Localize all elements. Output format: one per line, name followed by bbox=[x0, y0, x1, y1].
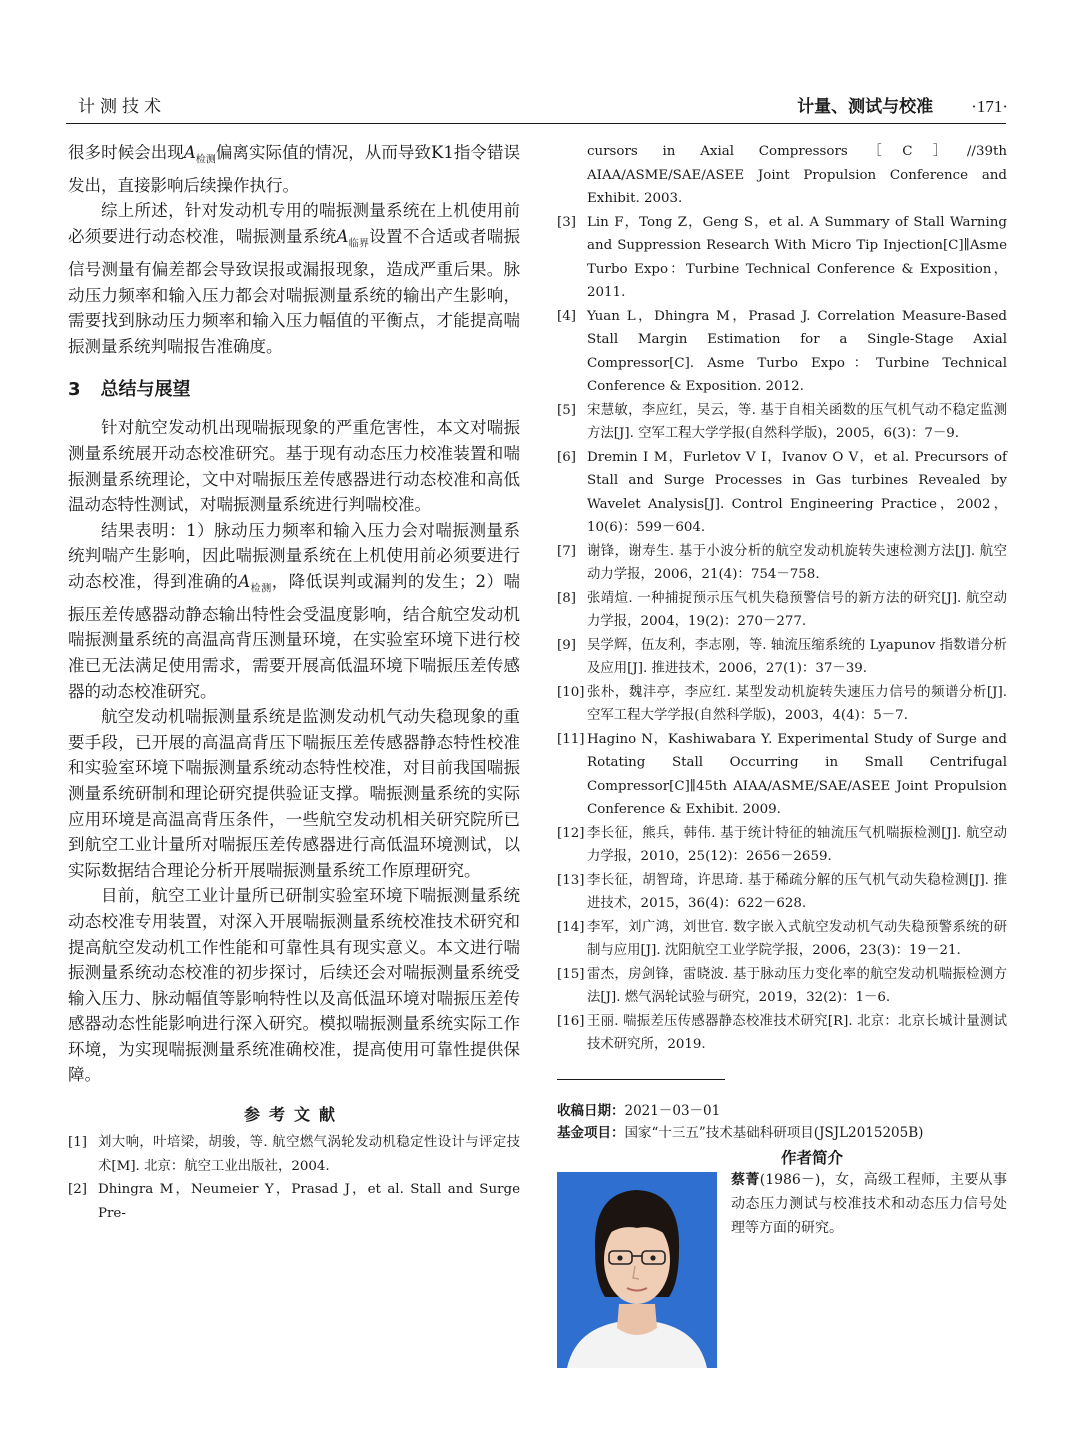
reference-item bbox=[557, 963, 1007, 1010]
reference-text: 李长征，胡智琦，许思琦. 基于稀疏分解的压气机气动失稳检测[J]. 推进技术，2015，36(4)：622－628. bbox=[587, 872, 1007, 911]
reference-text: 王丽. 喘振差压传感器静态校准技术研究[R]. 北京：北京长城计量测试技术研究所，2019. bbox=[587, 1013, 1007, 1052]
reference-number: [13] bbox=[557, 872, 585, 888]
reference-item bbox=[557, 305, 1007, 399]
reference-text: 刘大响，叶培梁，胡骏，等. 航空燃气涡轮发动机稳定性设计与评定技术[M]. 北京：航空工业出版社，2004. bbox=[98, 1135, 520, 1174]
reference-number: [1] bbox=[68, 1135, 87, 1151]
references-list-right bbox=[557, 140, 1007, 1057]
reference-item bbox=[557, 916, 1007, 963]
reference-item bbox=[557, 1010, 1007, 1057]
paragraph-4: 结果表明：1）脉动压力频率和输入压力会对喘振测量系统判喘产生影响，因此喘振测量系统在上机使用前必须要进行动态校准，得到准确的$A_{检测}$，降低误判或漏判的发生；2）喘振压差传感器动静态输出特性会受温度影响，结合航空发动机喘振测量系统的高温高背压测量环境，在实验室环境下进行校准已无法满足使用需求，需要开展高低温环境下喘振压差传感器的动态校准研究。 bbox=[68, 520, 521, 701]
reference-item bbox=[557, 681, 1007, 728]
footnote-rule bbox=[557, 1079, 725, 1080]
reference-text: Lin F，Tong Z，Geng S，et al. A Summary of Stall Warning and Suppression Research With Micro Tip Injection[C]∥Asme Turbo Expo：Turbine Technical Conference & Exposition，2011. bbox=[587, 214, 1007, 300]
left-column bbox=[68, 140, 520, 1225]
reference-number: [16] bbox=[557, 1013, 585, 1029]
reference-text: 李长征，熊兵，韩伟. 基于统计特征的轴流压气机喘振检测[J]. 航空动力学报，2010，25(12)：2656－2659. bbox=[587, 825, 1007, 864]
reference-number: [9] bbox=[557, 637, 576, 653]
reference-text: Yuan L，Dhingra M，Prasad J. Correlation Measure-Based Stall Margin Estimation for a Single-Stage Axial Compressor[C]. Asme Turbo Expo：Turbine Technical Conference & Exposition. 2012. bbox=[587, 308, 1007, 394]
reference-item bbox=[557, 540, 1007, 587]
references-list-left bbox=[68, 1131, 520, 1225]
reference-text: 张靖煊. 一种捕捉预示压气机失稳预警信号的新方法的研究[J]. 航空动力学报，2004，19(2)：270－277. bbox=[587, 590, 1007, 629]
reference-item bbox=[557, 869, 1007, 916]
fund-project: 基金项目：国家“十三五”技术基础科研项目(JSJL2015205B) bbox=[557, 1124, 924, 1141]
paragraph-3: 针对航空发动机出现喘振现象的严重危害性，本文对喘振测量系统展开动态校准研究。基于现有动态压力校准装置和喘振测量系统理论，文中对喘振压差传感器进行动态校准和高低温动态特性测试，对喘振测量系统进行判喘校准。 bbox=[68, 418, 520, 515]
reference-text: 吴学辉，伍友利，李志刚，等. 轴流压缩系统的 Lyapunov 指数谱分析及应用[J]. 推进技术，2006，27(1)：37－39. bbox=[587, 637, 1007, 676]
reference-text: Dhingra M，Neumeier Y，Prasad J，et al. Stall and Surge Pre- bbox=[98, 1182, 520, 1221]
paragraph-2: 综上所述，针对发动机专用的喘振测量系统在上机使用前必须要进行动态校准，喘振测量系统$A_{临界}$设置不合适或者喘振信号测量有偏差都会导致误报或漏报现象，造成严重后果。脉动压力频率和输入压力都会对喘振测量系统的输出产生影响，需要找到脉动压力频率和输入压力幅值的平衡点，才能提高喘振测量系统判喘报告准确度。 bbox=[68, 201, 521, 356]
reference-item bbox=[68, 1178, 520, 1225]
reference-number: [12] bbox=[557, 825, 585, 841]
portrait-image bbox=[557, 1172, 717, 1368]
reference-number: [15] bbox=[557, 966, 585, 982]
paragraph-6: 目前，航空工业计量所已研制实验室环境下喘振测量系统动态校准专用装置，对深入开展喘振测量系统校准技术研究和提高航空发动机工作性能和可靠性具有现实意义。本文进行喘振测量系统动态校准的初步探讨，后续还会对喘振测量系统受输入压力、脉动幅值等影响特性以及高低温环境对喘振压差传感器动态性能影响进行深入研究。模拟喘振测量系统实际工作环境，为实现喘振测量系统准确校准，提高使用可靠性提供保障。 bbox=[68, 886, 520, 1085]
reference-item bbox=[68, 1131, 520, 1178]
author-heading: 作者简介 bbox=[780, 1148, 843, 1167]
author-name: 蔡菁 bbox=[731, 1171, 760, 1188]
reference-text: Hagino N，Kashiwabara Y. Experimental Study of Surge and Rotating Stall Occurring in Small Centrifugal Compressor[C]∥45th AIAA/ASME/SAE/ASEE Joint Propulsion Conference & Exhibit. 2009. bbox=[587, 731, 1007, 817]
reference-number: [6] bbox=[557, 449, 576, 465]
reference-number: [3] bbox=[557, 214, 576, 230]
reference-text: 雷杰，房剑锋，雷晓波. 基于脉动压力变化率的航空发动机喘振检测方法[J]. 燃气涡轮试验与研究，2019，32(2)：1－6. bbox=[587, 966, 1007, 1005]
reference-item bbox=[557, 399, 1007, 446]
reference-text: Dremin I M，Furletov V I，Ivanov O V，et al. Precursors of Stall and Surge Processes in Gas turbines Revealed by Wavelet Analysis[J]. Control Engineering Practice，2002，10(6)：599－604. bbox=[587, 449, 1007, 535]
reference-text: cursors in Axial Compressors［C］//39th AIAA/ASME/SAE/ASEE Joint Propulsion Conference and Exhibit. 2003. bbox=[587, 144, 1007, 206]
reference-number: [10] bbox=[557, 684, 585, 700]
section-title: 总结与展望 bbox=[100, 379, 191, 401]
author-block bbox=[557, 1168, 1007, 1378]
journal-name: 计测技术 bbox=[78, 97, 166, 117]
reference-item bbox=[557, 634, 1007, 681]
reference-text: 张朴，魏沣亭，李应红. 某型发动机旋转失速压力信号的频谱分析[J]. 空军工程大学学报(自然科学版)，2003，4(4)：5－7. bbox=[587, 684, 1007, 723]
reference-number: [2] bbox=[68, 1182, 87, 1198]
reference-item bbox=[557, 140, 1007, 211]
reference-number: [11] bbox=[557, 731, 585, 747]
author-bio-text: (1986－)，女，高级工程师，主要从事动态压力测试与校准技术和动态压力信号处理等方面的研究。 bbox=[731, 1171, 1007, 1236]
reference-number: [8] bbox=[557, 590, 576, 606]
paragraph-5: 航空发动机喘振测量系统是监测发动机气动失稳现象的重要手段，已开展的高温高背压下喘振压差传感器静态特性校准和实验室环境下喘振测量系统动态特性校准，对目前我国喘振测量系统研制和理论研究提供验证支撑。喘振测量系统的实际应用环境是高温高背压条件，一些航空发动机相关研究院所已到航空工业计量所对喘振压差传感器进行高低温环境测试，以实际数据结合理论分析开展喘振测量系统工作原理研究。 bbox=[68, 707, 520, 880]
header-rule bbox=[66, 123, 1006, 124]
author-bio bbox=[731, 1168, 1007, 1240]
right-column bbox=[557, 140, 1007, 1378]
reference-item bbox=[557, 446, 1007, 540]
section-heading bbox=[68, 375, 520, 401]
author-photo bbox=[557, 1172, 717, 1368]
section-header bbox=[797, 92, 1008, 117]
reference-item bbox=[557, 587, 1007, 634]
received-date: 收稿日期：2021－03－01 bbox=[557, 1102, 721, 1119]
reference-text: 宋慧敏，李应红，吴云，等. 基于自相关函数的压气机气动不稳定监测方法[J]. 空军工程大学学报(自然科学版)，2005，6(3)：7－9. bbox=[587, 402, 1007, 441]
reference-item bbox=[557, 822, 1007, 869]
reference-item bbox=[557, 211, 1007, 305]
reference-number: [5] bbox=[557, 402, 576, 418]
reference-text: 谢锋，谢寿生. 基于小波分析的航空发动机旋转失速检测方法[J]. 航空动力学报，2006，21(4)：754－758. bbox=[587, 543, 1007, 582]
paragraph-1: 很多时候会出现$A_{检测}$偏离实际值的情况，从而导致K1指令错误发出，直接影响后续操作执行。 bbox=[68, 143, 521, 195]
references-heading: 参考文献 bbox=[243, 1105, 344, 1125]
reference-number: [14] bbox=[557, 919, 585, 935]
reference-item bbox=[557, 728, 1007, 822]
section-name: 计量、测试与校准 bbox=[797, 97, 934, 117]
page-number: ·171· bbox=[971, 97, 1008, 116]
section-number: 3 bbox=[68, 379, 81, 401]
reference-text: 李军，刘广鸿，刘世官. 数字嵌入式航空发动机气动失稳预警系统的研制与应用[J]. 沈阳航空工业学院学报，2006，23(3)：19－21. bbox=[587, 919, 1007, 958]
reference-number: [4] bbox=[557, 308, 576, 324]
reference-number: [7] bbox=[557, 543, 576, 559]
